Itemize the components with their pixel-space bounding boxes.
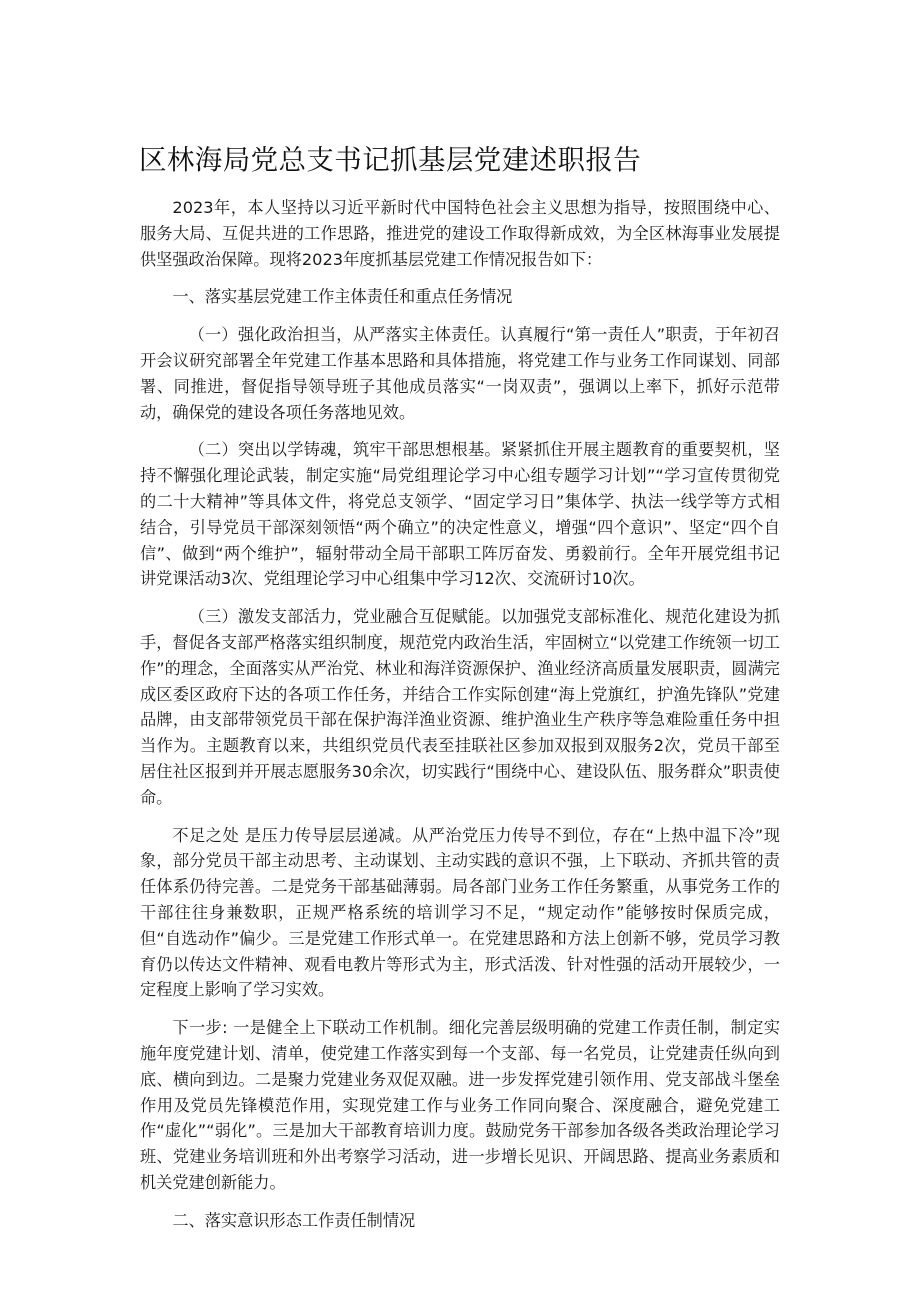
document-body	[140, 195, 780, 1245]
shortcomings-paragraph: 不足之处 是压力传导层层递减。从严治党压力传导不到位，存在“上热中温下冷”现象，部分党员干部主动思考、主动谋划、主动实践的意识不强，上下联动、齐抓共管的责任体系仍待完善。二是党务干部基础薄弱。局各部门业务工作任务繁重，从事党务工作的干部往往身兼数职，正规严格系统的培训学习不足，“规定动作”能够按时保质完成，但“自选动作”偏少。三是党建工作形式单一。在党建思路和方法上创新不够，党员学习教育仍以传达文件精神、观看电教片等形式为主，形式活泼、针对性强的活动开展较少，一定程度上影响了学习实效。	[140, 825, 780, 1000]
intro-paragraph: 2023年，本人坚持以习近平新时代中国特色社会主义思想为指导，按照围绕中心、服务大局、互促共进的工作思路，推进党的建设工作取得新成效，为全区林海事业发展提供坚强政治保障。现将2023年度抓基层党建工作情况报告如下：	[140, 198, 780, 269]
next-steps-paragraph: 下一步: 一是健全上下联动工作机制。细化完善层级明确的党建工作责任制，制定实施年度党建计划、清单，使党建工作落实到每一个支部、每一名党员，让党建责任纵向到底、横向到边。二是聚力党建业务双促双融。进一步发挥党建引领作用、党支部战斗堡垒作用及党员先锋模范作用，实现党建工作与业务工作同向聚合、深度融合，避免党建工作“虚化”“弱化”。三是加大干部教育培训力度。鼓励党务干部参加各级各类政治理论学习班、党建业务培训班和外出考察学习活动，进一步增长见识、开阔思路、提高业务素质和机关党建创新能力。	[140, 1018, 780, 1192]
subsection-3: （三）激发支部活力，党业融合互促赋能。以加强党支部标准化、规范化建设为抓手，督促各支部严格落实组织制度，规范党内政治生活，牢固树立“以党建工作统领一切工作”的理念，全面落实从严治党、林业和海洋资源保护、渔业经济高质量发展职责，圆满完成区委区政府下达的各项工作任务，并结合工作实际创建“海上党旗红，护渔先锋队”党建品牌，由支部带领党员干部在保护海洋渔业资源、维护渔业生产秩序等急难险重任务中担当作为。主题教育以来，共组织党员代表至挂联社区参加双报到双服务2次，党员干部至居住社区报到并开展志愿服务30余次，切实践行“围绕中心、建设队伍、服务群众”职责使命。	[140, 607, 780, 807]
section-heading-1: 一、落实基层党建工作主体责任和重点任务情况	[172, 287, 513, 307]
section-heading-2: 二、落实意识形态工作责任制情况	[172, 1210, 416, 1230]
subsection-2: （二）突出以学铸魂，筑牢干部思想根基。紧紧抓住开展主题教育的重要契机，坚持不懈强化理论武装，制定实施“局党组理论学习中心组专题学习计划”“学习宣传贯彻党的二十大精神”等具体文件，将党总支领学、“固定学习日”集体学、执法一线学等方式相结合，引导党员干部深刻领悟“两个确立”的决定性意义，增强“四个意识”、坚定“四个自信”、做到“两个维护”，辐射带动全局干部职工阵厉奋发、勇毅前行。全年开展党组书记讲党课活动3次、党组理论学习中心组集中学习12次、交流研讨10次。	[140, 440, 780, 589]
subsection-1: （一）强化政治担当，从严落实主体责任。认真履行“第一责任人”职责，于年初召开会议研究部署全年党建工作基本思路和具体措施，将党建工作与业务工作同谋划、同部署、同推进，督促指导领导班子其他成员落实“一岗双责”，强调以上率下，抓好示范带动，确保党的建设各项任务落地见效。	[140, 325, 780, 422]
document-title: 区林海局党总支书记抓基层党建述职报告	[139, 144, 642, 176]
